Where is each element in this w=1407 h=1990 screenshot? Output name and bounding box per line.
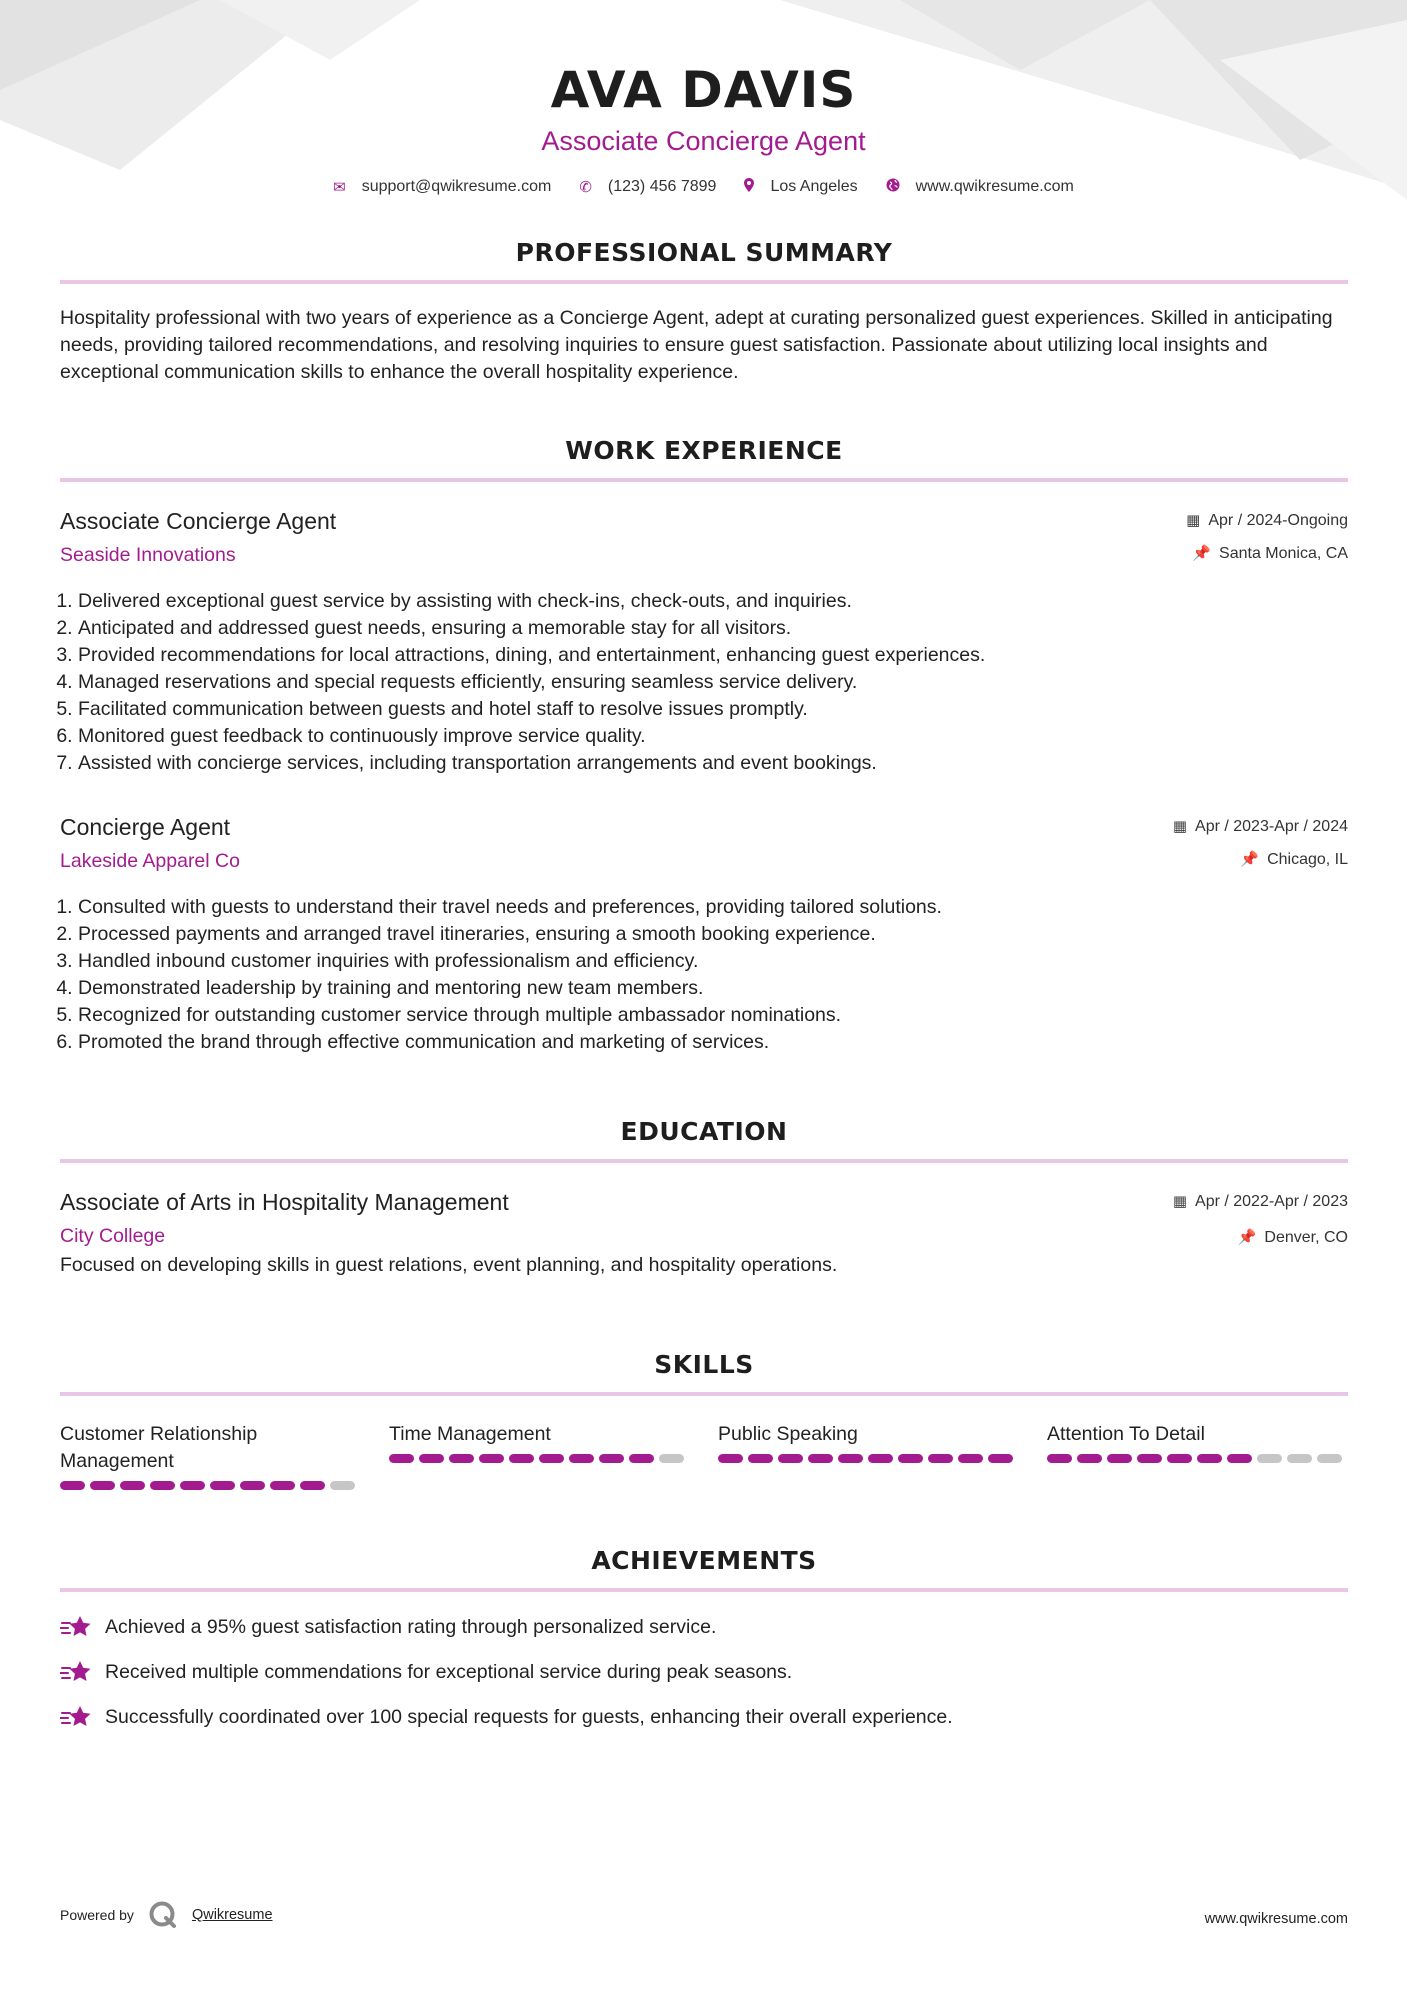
skill-segment-filled xyxy=(240,1481,265,1490)
job-date: ▦ Apr / 2023-Apr / 2024 xyxy=(1172,818,1348,835)
candidate-name: AVA DAVIS xyxy=(550,61,857,119)
achievements-section xyxy=(60,1544,1348,1731)
footer-website[interactable]: www.qwikresume.com xyxy=(1204,1911,1348,1927)
skill-segment-filled xyxy=(1227,1454,1252,1463)
job-title: Concierge Agent xyxy=(60,814,231,840)
job-location: 📌 Santa Monica, CA xyxy=(1192,545,1348,562)
website-text: www.qwikresume.com xyxy=(915,178,1074,195)
skills-grid xyxy=(60,1421,1348,1490)
calendar-icon: ▦ xyxy=(1186,512,1201,529)
degree-title: Associate of Arts in Hospitality Management xyxy=(60,1189,509,1215)
skill-level-bar xyxy=(60,1481,360,1490)
skill-segment-filled xyxy=(300,1481,325,1490)
skill-segment-filled xyxy=(808,1454,833,1463)
skill-segment-filled xyxy=(569,1454,594,1463)
job-company: Seaside Innovations xyxy=(60,544,236,566)
skill-segment-filled xyxy=(928,1454,953,1463)
skill-segment-filled xyxy=(539,1454,564,1463)
skill-segment-filled xyxy=(60,1481,85,1490)
list-item: 1. Consulted with guests to understand their travel needs and preferences, providing tailored solutions. xyxy=(78,894,1348,921)
skill-segment-filled xyxy=(898,1454,923,1463)
skill-item xyxy=(60,1421,360,1490)
skill-segment-filled xyxy=(868,1454,893,1463)
list-item: 7. Assisted with concierge services, including transportation arrangements and event bookings. xyxy=(78,750,1348,777)
school-name: City College xyxy=(60,1225,166,1247)
skill-segment-empty xyxy=(1317,1454,1342,1463)
skill-segment-filled xyxy=(509,1454,534,1463)
list-item: 6. Monitored guest feedback to continuously improve service quality. xyxy=(78,723,1348,750)
skill-segment-filled xyxy=(120,1481,145,1490)
skill-segment-filled xyxy=(479,1454,504,1463)
star-icon xyxy=(60,1705,92,1731)
list-item: 4. Managed reservations and special requests efficiently, ensuring seamless service delivery. xyxy=(78,669,1348,696)
star-icon xyxy=(60,1615,92,1641)
job-entry xyxy=(60,812,1348,1056)
education-section xyxy=(60,1115,1348,1279)
skill-segment-filled xyxy=(1107,1454,1132,1463)
list-item: 2. Anticipated and addressed guest needs, ensuring a memorable stay for all visitors. xyxy=(78,615,1348,642)
location-text: Los Angeles xyxy=(770,178,858,195)
section-divider xyxy=(60,1159,1348,1163)
envelope-icon: ✉ xyxy=(333,179,346,196)
email-text: support@qwikresume.com xyxy=(361,178,552,195)
skill-name: Customer Relationship Management xyxy=(60,1423,258,1472)
summary-heading: PROFESSIONAL SUMMARY xyxy=(515,238,893,267)
calendar-icon: ▦ xyxy=(1172,818,1188,835)
skill-segment-filled xyxy=(389,1454,414,1463)
skill-segment-filled xyxy=(1047,1454,1072,1463)
skill-segment-empty xyxy=(1257,1454,1282,1463)
skill-segment-filled xyxy=(1137,1454,1162,1463)
skill-segment-filled xyxy=(1077,1454,1102,1463)
page-footer xyxy=(60,1900,1348,1936)
list-item: 6. Promoted the brand through effective communication and marketing of services. xyxy=(78,1029,1348,1056)
education-date: ▦ Apr / 2022-Apr / 2023 xyxy=(1172,1193,1348,1210)
education-heading: EDUCATION xyxy=(620,1117,788,1146)
skill-segment-empty xyxy=(330,1481,355,1490)
resume-header xyxy=(0,0,1407,196)
skill-segment-filled xyxy=(838,1454,863,1463)
contact-phone[interactable] xyxy=(579,178,716,196)
job-date: ▦ Apr / 2024-Ongoing xyxy=(1186,512,1348,529)
skill-segment-empty xyxy=(1287,1454,1312,1463)
skill-segment-filled xyxy=(778,1454,803,1463)
pushpin-icon: 📌 xyxy=(1192,545,1212,562)
globe-icon xyxy=(886,178,900,196)
education-description: Focused on developing skills in guest relations, event planning, and hospitality operations. xyxy=(60,1254,838,1276)
list-item: 1. Delivered exceptional guest service by assisting with check-ins, check-outs, and inquiries. xyxy=(78,588,1348,615)
powered-by-label: Powered by xyxy=(60,1907,134,1923)
skill-segment-empty xyxy=(659,1454,684,1463)
section-divider xyxy=(60,478,1348,482)
qwikresume-link[interactable]: Qwikresume xyxy=(191,1907,273,1923)
job-entry xyxy=(60,506,1348,777)
section-divider xyxy=(60,1588,1348,1592)
skill-name: Public Speaking xyxy=(718,1423,858,1445)
experience-heading: WORK EXPERIENCE xyxy=(565,436,843,465)
skill-segment-filled xyxy=(210,1481,235,1490)
contact-location xyxy=(744,178,857,196)
section-divider xyxy=(60,1392,1348,1396)
list-item: 4. Demonstrated leadership by training and mentoring new team members. xyxy=(78,975,1348,1002)
skill-segment-filled xyxy=(599,1454,624,1463)
skills-heading: SKILLS xyxy=(654,1350,754,1379)
skill-segment-filled xyxy=(180,1481,205,1490)
contact-email[interactable] xyxy=(333,178,551,196)
list-item: 3. Handled inbound customer inquiries with professionalism and efficiency. xyxy=(78,948,1348,975)
skill-segment-filled xyxy=(748,1454,773,1463)
skill-segment-filled xyxy=(419,1454,444,1463)
list-item: 3. Provided recommendations for local attractions, dining, and entertainment, enhancing guest experiences. xyxy=(78,642,1348,669)
pushpin-icon: 📌 xyxy=(1240,851,1260,868)
list-item: 5. Facilitated communication between guests and hotel staff to resolve issues promptly. xyxy=(78,696,1348,723)
skill-segment-filled xyxy=(1197,1454,1222,1463)
skill-item xyxy=(718,1421,1018,1490)
calendar-icon: ▦ xyxy=(1172,1193,1188,1210)
skill-segment-filled xyxy=(270,1481,295,1490)
skills-section xyxy=(60,1348,1348,1490)
list-item: 5. Recognized for outstanding customer service through multiple ambassador nominations. xyxy=(78,1002,1348,1029)
pushpin-icon: 📌 xyxy=(1237,1229,1257,1246)
star-icon xyxy=(60,1660,92,1686)
skill-segment-filled xyxy=(90,1481,115,1490)
skill-segment-filled xyxy=(629,1454,654,1463)
skill-level-bar xyxy=(718,1454,1018,1463)
skill-segment-filled xyxy=(718,1454,743,1463)
skill-level-bar xyxy=(389,1454,689,1463)
skill-segment-filled xyxy=(150,1481,175,1490)
contact-bar xyxy=(0,178,1407,196)
job-company: Lakeside Apparel Co xyxy=(60,850,240,872)
skill-item xyxy=(1047,1421,1347,1490)
skill-level-bar xyxy=(1047,1454,1347,1463)
job-location: 📌 Chicago, IL xyxy=(1240,851,1348,868)
section-divider xyxy=(60,280,1348,284)
list-item: Successfully coordinated over 100 special requests for guests, enhancing their overall experience. xyxy=(60,1704,1348,1731)
education-location: 📌 Denver, CO xyxy=(1237,1229,1348,1246)
duty-list xyxy=(60,894,1348,1056)
skill-name: Attention To Detail xyxy=(1047,1423,1205,1445)
job-title: Associate Concierge Agent xyxy=(60,508,337,534)
summary-section xyxy=(60,236,1348,386)
candidate-title: Associate Concierge Agent xyxy=(541,126,866,156)
qwikresume-logo-icon xyxy=(148,1900,178,1930)
map-pin-icon xyxy=(744,178,754,196)
skill-segment-filled xyxy=(1167,1454,1192,1463)
phone-icon: ✆ xyxy=(579,179,592,196)
experience-section xyxy=(60,434,1348,1056)
skill-name: Time Management xyxy=(389,1423,551,1445)
summary-text: Hospitality professional with two years of experience as a Concierge Agent, adept at curating personalized guest experiences. Skilled in anticipating needs, providing tailored recommendations, and resolving inquiries to ensure guest satisfaction. Passionate about utilizing local insights and exceptional communication skills to enhance the overall hospitality experience. xyxy=(60,307,1333,383)
skill-segment-filled xyxy=(958,1454,983,1463)
skill-item xyxy=(389,1421,689,1490)
phone-text: (123) 456 7899 xyxy=(607,178,717,195)
list-item: 2. Processed payments and arranged travel itineraries, ensuring a smooth booking experience. xyxy=(78,921,1348,948)
duty-list xyxy=(60,588,1348,777)
list-item: Achieved a 95% guest satisfaction rating through personalized service. xyxy=(60,1614,1348,1641)
list-item: Received multiple commendations for exceptional service during peak seasons. xyxy=(60,1659,1348,1686)
achievements-heading: ACHIEVEMENTS xyxy=(591,1546,817,1575)
contact-website[interactable] xyxy=(886,178,1074,196)
skill-segment-filled xyxy=(988,1454,1013,1463)
achievement-list xyxy=(60,1614,1348,1731)
skill-segment-filled xyxy=(449,1454,474,1463)
